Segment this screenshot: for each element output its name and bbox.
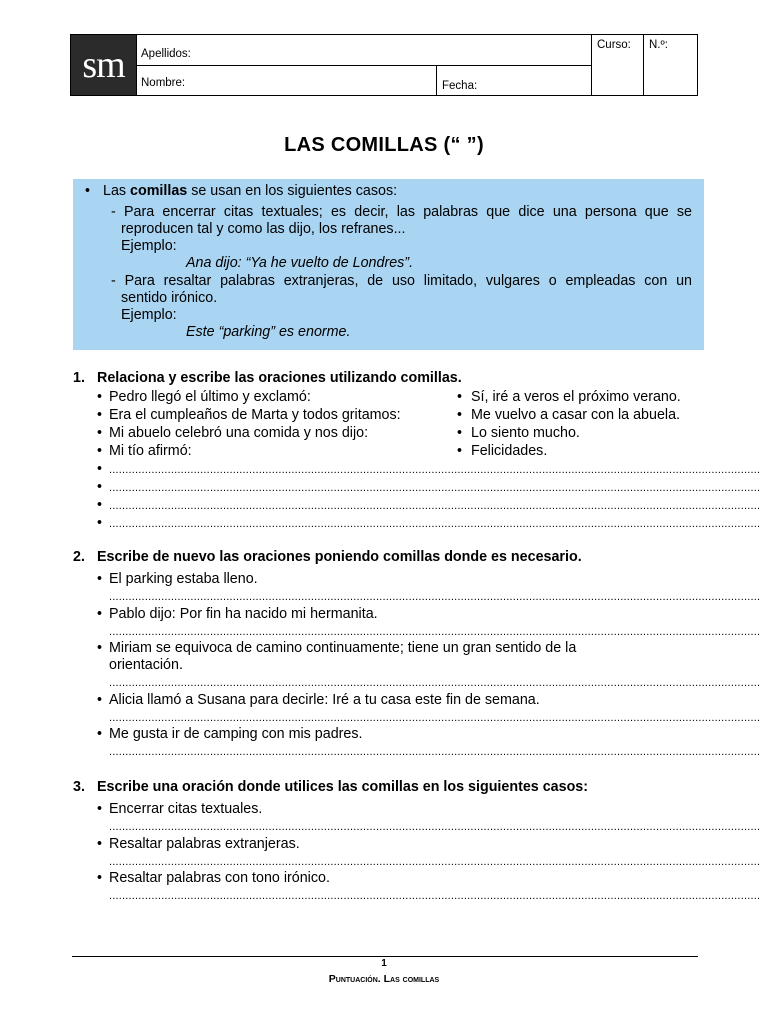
example2-label: Ejemplo: bbox=[121, 307, 177, 323]
example1-text: Ana dijo: “Ya he vuelto de Londres”. bbox=[186, 255, 414, 271]
case2-line2: sentido irónico. bbox=[121, 290, 218, 306]
footer-title: Puntuación. Las comillas bbox=[328, 973, 440, 985]
ex2-item: Pablo dijo: Por fin ha nacido mi hermanita. bbox=[109, 606, 378, 622]
ex1-right-item: Me vuelvo a casar con la abuela. bbox=[471, 407, 681, 423]
rules-bullet: • bbox=[85, 183, 91, 199]
answer-line[interactable]: ........................................................................................................................................................................................................ bbox=[109, 677, 761, 689]
ex1-right-item: Felicidades. bbox=[471, 443, 548, 459]
answer-line[interactable]: ........................................................................................................................................................................................................ bbox=[109, 821, 761, 833]
page-title: LAS COMILLAS (“ ”) bbox=[284, 134, 484, 156]
answer-line[interactable]: ........................................................................................................................................................................................................ bbox=[109, 482, 761, 494]
rules-intro: Las comillas se usan en los siguientes casos: bbox=[103, 183, 398, 199]
ex2-item: Alicia llamó a Susana para decirle: Iré a tu casa este fin de semana. bbox=[109, 692, 540, 708]
publisher-logo: sm bbox=[71, 35, 137, 95]
exercise-3-title: 3. Escribe una oración donde utilices las comillas en los siguientes casos: bbox=[73, 779, 589, 795]
ex1-left-item: Mi tío afirmó: bbox=[109, 443, 192, 459]
case1-line2: reproducen tal y como las dijo, los refranes... bbox=[121, 221, 406, 237]
ex1-right-item: Lo siento mucho. bbox=[471, 425, 580, 441]
answer-line[interactable]: ........................................................................................................................................................................................................ bbox=[109, 746, 761, 758]
ex3-item: Resaltar palabras extranjeras. bbox=[109, 836, 300, 852]
apellidos-label: Apellidos: bbox=[141, 48, 191, 60]
ex1-left-item: Pedro llegó el último y exclamó: bbox=[109, 389, 311, 405]
apellidos-field[interactable] bbox=[136, 45, 591, 65]
header-table bbox=[70, 34, 698, 96]
answer-line[interactable]: ........................................................................................................................................................................................................ bbox=[109, 712, 761, 724]
answer-line[interactable]: ........................................................................................................................................................................................................ bbox=[109, 464, 761, 476]
exercise-2-title: 2. Escribe de nuevo las oraciones poniendo comillas donde es necesario. bbox=[73, 549, 582, 565]
ex1-left-item: Mi abuelo celebró una comida y nos dijo: bbox=[109, 425, 369, 441]
ex2-item-cont: orientación. bbox=[109, 657, 183, 673]
rules-box bbox=[73, 179, 704, 350]
footer-rule bbox=[72, 956, 698, 957]
ex1-right-item: Sí, iré a veros el próximo verano. bbox=[471, 389, 681, 405]
fecha-label: Fecha: bbox=[442, 80, 478, 92]
answer-line[interactable]: ........................................................................................................................................................................................................ bbox=[109, 626, 761, 638]
answer-line[interactable]: ........................................................................................................................................................................................................ bbox=[109, 591, 761, 603]
numero-field[interactable] bbox=[643, 35, 698, 95]
ex1-left-item: Era el cumpleaños de Marta y todos gritamos: bbox=[109, 407, 401, 423]
nombre-field[interactable] bbox=[136, 65, 436, 95]
ex2-item: Miriam se equivoca de camino continuamente; tiene un gran sentido de la bbox=[109, 640, 577, 656]
example2-text: Este “parking” es enorme. bbox=[186, 324, 351, 340]
case1-line1: - Para encerrar citas textuales; es decir, las palabras que dice una persona que se bbox=[111, 204, 692, 220]
curso-label: Curso: bbox=[597, 39, 631, 51]
curso-field[interactable] bbox=[591, 35, 643, 95]
exercise-1-title: 1. Relaciona y escribe las oraciones utilizando comillas. bbox=[73, 370, 462, 386]
ex2-item: El parking estaba lleno. bbox=[109, 571, 258, 587]
answer-line[interactable]: ........................................................................................................................................................................................................ bbox=[109, 518, 761, 530]
fecha-field[interactable] bbox=[436, 65, 591, 95]
answer-line[interactable]: ........................................................................................................................................................................................................ bbox=[109, 500, 761, 512]
numero-label: N.º: bbox=[649, 39, 668, 51]
page-number: 1 bbox=[381, 958, 387, 969]
answer-line[interactable]: ........................................................................................................................................................................................................ bbox=[109, 856, 761, 868]
case2-line1: - Para resaltar palabras extranjeras, de uso limitado, vulgares o empleadas con un bbox=[111, 273, 692, 289]
example1-label: Ejemplo: bbox=[121, 238, 177, 254]
ex2-item: Me gusta ir de camping con mis padres. bbox=[109, 726, 363, 742]
ex3-item: Encerrar citas textuales. bbox=[109, 801, 263, 817]
ex3-item: Resaltar palabras con tono irónico. bbox=[109, 870, 330, 886]
nombre-label: Nombre: bbox=[141, 77, 186, 89]
answer-line[interactable]: ........................................................................................................................................................................................................ bbox=[109, 890, 761, 902]
